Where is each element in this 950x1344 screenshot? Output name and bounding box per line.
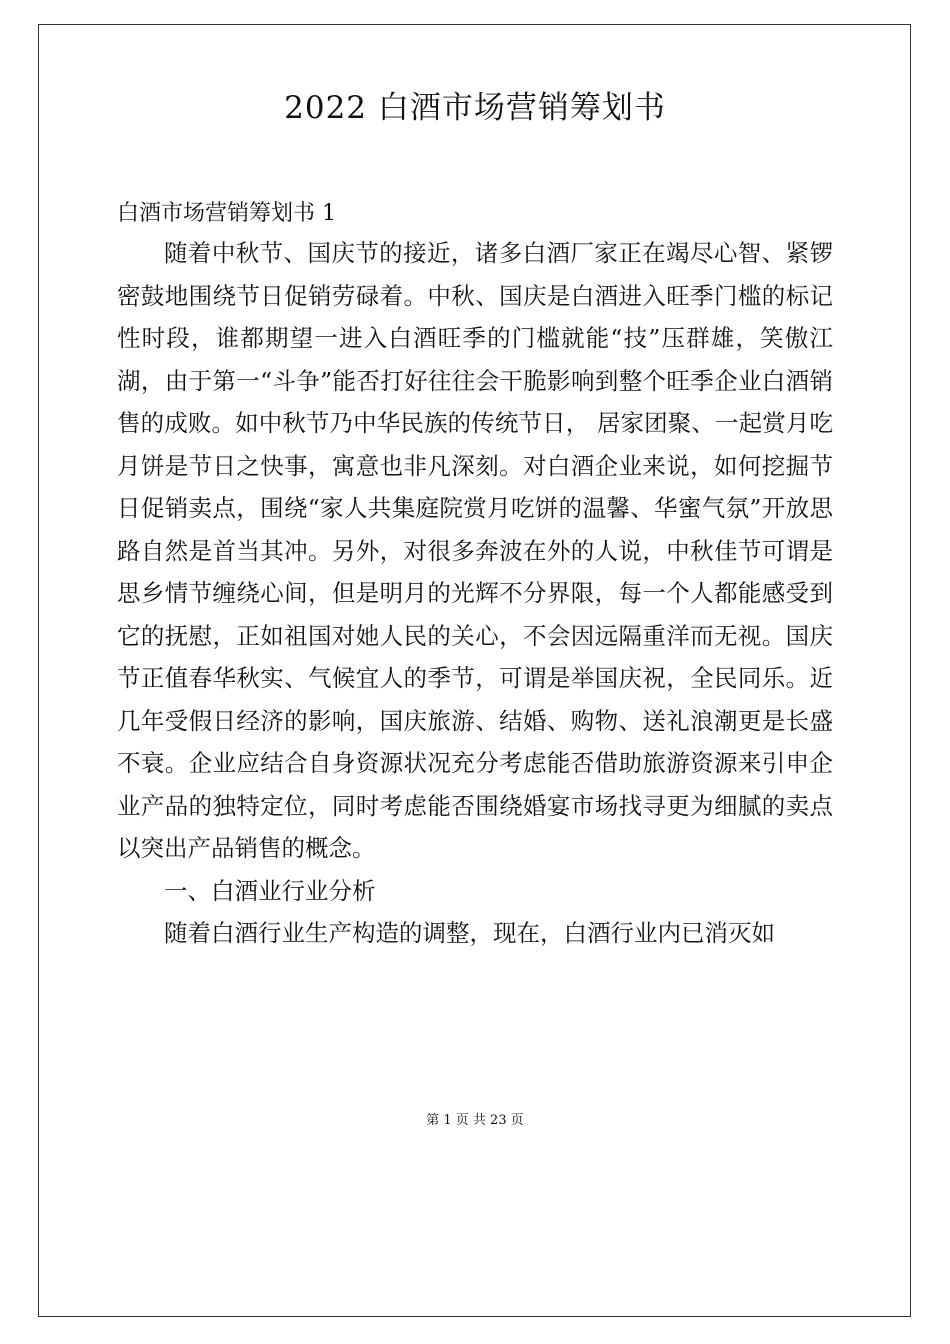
section-heading: 白酒市场营销筹划书 1 xyxy=(117,201,336,226)
document-title: 2022 白酒市场营销筹划书 xyxy=(284,90,666,126)
page-footer: 第 1 页 共 23 页 xyxy=(426,1113,524,1128)
document-body xyxy=(117,232,833,955)
section-subheading: 一、白酒业行业分析 xyxy=(164,876,376,905)
body-paragraph: 随着中秋节、国庆节的接近，诸多白酒厂家正在竭尽心智、紧锣密鼓地围绕节日促销劳碌着。中秋、国庆是白酒进入旺季门槛的标记性时段，谁都期望一进入白酒旺季的门槛就能“技”压群雄，笑傲江湖，由于第一“斗争”能否打好往往会干脆影响到整个旺季企业白酒销售的成败。如中秋节乃中华民族的传统节日， 居家团聚、一起赏月吃月饼是节日之快事，寓意也非凡深刻。对白酒企业来说，如何挖掘节日促销卖点，围绕“家人共集庭院赏月吃饼的温馨、华蜜气氛”开放思路自然是首当其冲。另外，对很多奔波在外的人说，中秋佳节可谓是思乡情节缠绕心间，但是明月的光辉不分界限，每一个人都能感受到它的抚慰，正如祖国对她人民的关心，不会因远隔重洋而无视。国庆节正值春华秋实、气候宜人的季节，可谓是举国庆祝，全民同乐。近几年受假日经济的影响，国庆旅游、结婚、购物、送礼浪潮更是长盛不衰。企业应结合自身资源状况充分考虑能否借助旅游资源来引申企业产品的独特定位，同时考虑能否围绕婚宴市场找寻更为细腻的卖点以突出产品销售的概念。 xyxy=(117,239,833,862)
body-paragraph: 随着白酒行业生产构造的调整，现在，白酒行业内已消灭如 xyxy=(164,919,775,947)
